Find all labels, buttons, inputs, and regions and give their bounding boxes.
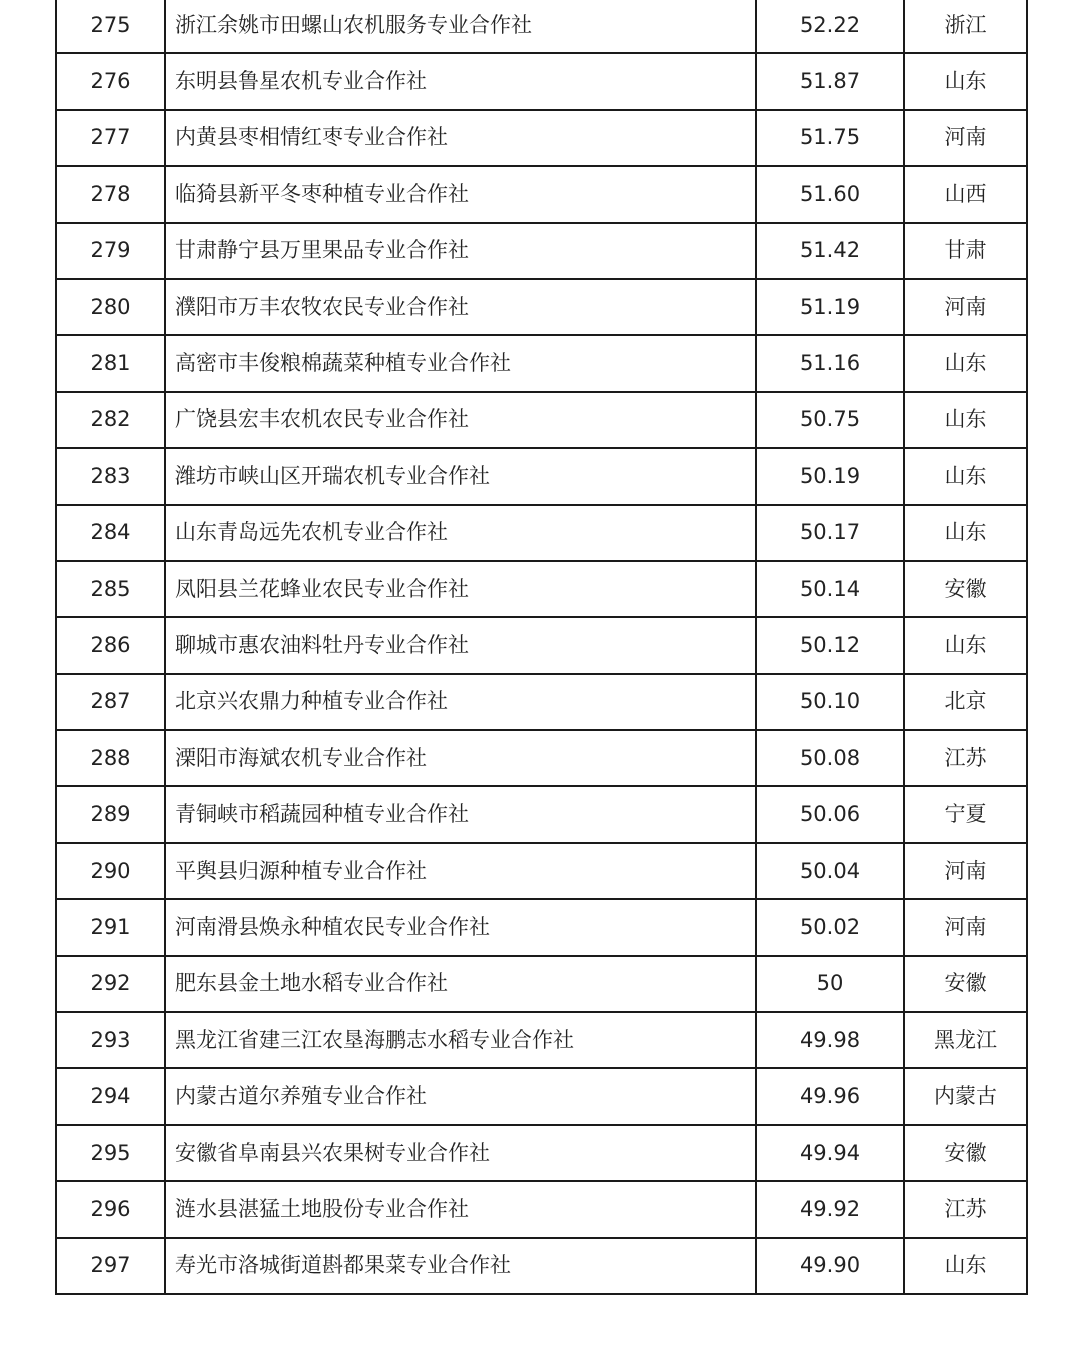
score-cell: 50.12 — [756, 617, 904, 673]
cooperative-name-cell: 濮阳市万丰农牧农民专业合作社 — [165, 279, 756, 335]
rank-cell: 281 — [56, 335, 165, 391]
cooperative-name-cell: 凤阳县兰花蜂业农民专业合作社 — [165, 561, 756, 617]
cooperative-name-cell: 山东青岛远先农机专业合作社 — [165, 505, 756, 561]
cooperative-name-cell: 东明县鲁星农机专业合作社 — [165, 53, 756, 109]
table-row — [56, 1238, 1027, 1294]
cooperative-name-cell: 青铜峡市稻蔬园种植专业合作社 — [165, 786, 756, 842]
province-cell: 河南 — [904, 279, 1027, 335]
table-row — [56, 674, 1027, 730]
cooperative-name-cell: 内蒙古道尔养殖专业合作社 — [165, 1068, 756, 1124]
rank-cell: 296 — [56, 1181, 165, 1237]
province-cell: 山东 — [904, 1238, 1027, 1294]
table-row — [56, 561, 1027, 617]
rank-cell: 287 — [56, 674, 165, 730]
table-row — [56, 617, 1027, 673]
table-row — [56, 843, 1027, 899]
rank-cell: 293 — [56, 1012, 165, 1068]
score-cell: 50.06 — [756, 786, 904, 842]
cooperative-name-cell: 涟水县湛猛土地股份专业合作社 — [165, 1181, 756, 1237]
rank-cell: 275 — [56, 0, 165, 53]
score-cell: 51.42 — [756, 223, 904, 279]
province-cell: 山东 — [904, 335, 1027, 391]
table-row — [56, 1068, 1027, 1124]
cooperative-name-cell: 安徽省阜南县兴农果树专业合作社 — [165, 1125, 756, 1181]
rank-cell: 280 — [56, 279, 165, 335]
score-cell: 50.14 — [756, 561, 904, 617]
table-row — [56, 392, 1027, 448]
cooperative-name-cell: 寿光市洛城街道斟都果菜专业合作社 — [165, 1238, 756, 1294]
province-cell: 山西 — [904, 166, 1027, 222]
score-cell: 50.02 — [756, 899, 904, 955]
cooperative-name-cell: 广饶县宏丰农机农民专业合作社 — [165, 392, 756, 448]
province-cell: 河南 — [904, 899, 1027, 955]
score-cell: 51.75 — [756, 110, 904, 166]
table-row — [56, 0, 1027, 53]
score-cell: 50.04 — [756, 843, 904, 899]
rank-cell: 277 — [56, 110, 165, 166]
table-row — [56, 53, 1027, 109]
score-cell: 49.96 — [756, 1068, 904, 1124]
score-cell: 51.87 — [756, 53, 904, 109]
rank-cell: 289 — [56, 786, 165, 842]
cooperative-name-cell: 甘肃静宁县万里果品专业合作社 — [165, 223, 756, 279]
score-cell: 49.90 — [756, 1238, 904, 1294]
score-cell: 51.16 — [756, 335, 904, 391]
cooperative-name-cell: 河南滑县焕永种植农民专业合作社 — [165, 899, 756, 955]
cooperative-name-cell: 临猗县新平冬枣种植专业合作社 — [165, 166, 756, 222]
table-row — [56, 786, 1027, 842]
cooperative-name-cell: 溧阳市海斌农机专业合作社 — [165, 730, 756, 786]
rank-cell: 276 — [56, 53, 165, 109]
table-row — [56, 1012, 1027, 1068]
province-cell: 浙江 — [904, 0, 1027, 53]
province-cell: 安徽 — [904, 561, 1027, 617]
table-row — [56, 899, 1027, 955]
cooperative-name-cell: 浙江余姚市田螺山农机服务专业合作社 — [165, 0, 756, 53]
score-cell: 50.10 — [756, 674, 904, 730]
cooperative-name-cell: 聊城市惠农油料牡丹专业合作社 — [165, 617, 756, 673]
table-row — [56, 448, 1027, 504]
province-cell: 黑龙江 — [904, 1012, 1027, 1068]
province-cell: 甘肃 — [904, 223, 1027, 279]
province-cell: 江苏 — [904, 1181, 1027, 1237]
cooperative-name-cell: 肥东县金土地水稻专业合作社 — [165, 956, 756, 1012]
score-cell: 49.92 — [756, 1181, 904, 1237]
table-row — [56, 110, 1027, 166]
score-cell: 50.19 — [756, 448, 904, 504]
province-cell: 宁夏 — [904, 786, 1027, 842]
rank-cell: 290 — [56, 843, 165, 899]
rank-cell: 294 — [56, 1068, 165, 1124]
province-cell: 山东 — [904, 505, 1027, 561]
province-cell: 山东 — [904, 392, 1027, 448]
rank-cell: 286 — [56, 617, 165, 673]
score-cell: 52.22 — [756, 0, 904, 53]
rank-cell: 292 — [56, 956, 165, 1012]
province-cell: 北京 — [904, 674, 1027, 730]
province-cell: 安徽 — [904, 956, 1027, 1012]
rank-cell: 285 — [56, 561, 165, 617]
province-cell: 安徽 — [904, 1125, 1027, 1181]
score-cell: 50 — [756, 956, 904, 1012]
province-cell: 河南 — [904, 843, 1027, 899]
province-cell: 内蒙古 — [904, 1068, 1027, 1124]
table-row — [56, 279, 1027, 335]
table-row — [56, 335, 1027, 391]
ranking-table — [55, 0, 1028, 1295]
rank-cell: 288 — [56, 730, 165, 786]
province-cell: 山东 — [904, 617, 1027, 673]
rank-cell: 278 — [56, 166, 165, 222]
table-row — [56, 166, 1027, 222]
score-cell: 50.75 — [756, 392, 904, 448]
rank-cell: 279 — [56, 223, 165, 279]
table-row — [56, 730, 1027, 786]
score-cell: 49.94 — [756, 1125, 904, 1181]
score-cell: 49.98 — [756, 1012, 904, 1068]
score-cell: 51.19 — [756, 279, 904, 335]
rank-cell: 283 — [56, 448, 165, 504]
table-row — [56, 1125, 1027, 1181]
province-cell: 江苏 — [904, 730, 1027, 786]
table-row — [56, 223, 1027, 279]
score-cell: 51.60 — [756, 166, 904, 222]
cooperative-name-cell: 高密市丰俊粮棉蔬菜种植专业合作社 — [165, 335, 756, 391]
rank-cell: 282 — [56, 392, 165, 448]
table-row — [56, 1181, 1027, 1237]
cooperative-name-cell: 黑龙江省建三江农垦海鹏志水稻专业合作社 — [165, 1012, 756, 1068]
cooperative-name-cell: 平舆县归源种植专业合作社 — [165, 843, 756, 899]
province-cell: 山东 — [904, 448, 1027, 504]
rank-cell: 284 — [56, 505, 165, 561]
score-cell: 50.08 — [756, 730, 904, 786]
province-cell: 山东 — [904, 53, 1027, 109]
score-cell: 50.17 — [756, 505, 904, 561]
table-row — [56, 505, 1027, 561]
cooperative-name-cell: 潍坊市峡山区开瑞农机专业合作社 — [165, 448, 756, 504]
cooperative-name-cell: 内黄县枣相情红枣专业合作社 — [165, 110, 756, 166]
cooperative-name-cell: 北京兴农鼎力种植专业合作社 — [165, 674, 756, 730]
ranking-table-body — [56, 0, 1027, 1294]
rank-cell: 297 — [56, 1238, 165, 1294]
ranking-table-container — [55, 0, 1026, 1295]
table-row — [56, 956, 1027, 1012]
province-cell: 河南 — [904, 110, 1027, 166]
rank-cell: 295 — [56, 1125, 165, 1181]
rank-cell: 291 — [56, 899, 165, 955]
